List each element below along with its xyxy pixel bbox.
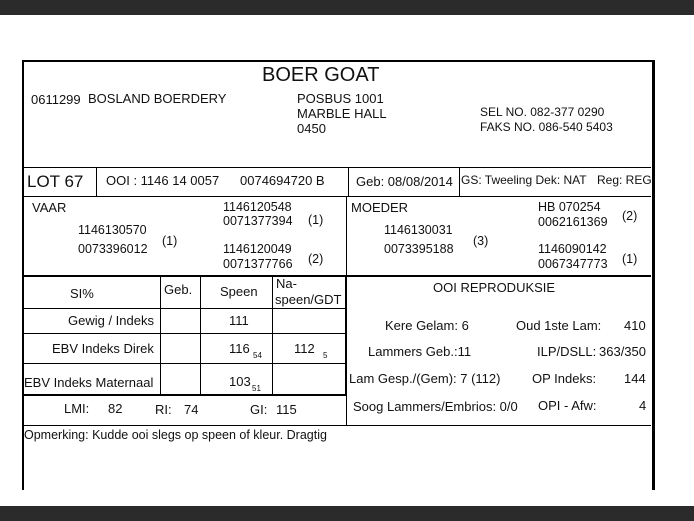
ri-label: RI:: [155, 402, 172, 417]
divider-header: [23, 167, 651, 168]
row-label: EBV Indeks Direk: [52, 341, 154, 356]
first-lamb-age-label: Oud 1ste Lam:: [516, 318, 602, 333]
sire-dam-id: 1146120049: [223, 242, 292, 256]
dam-dam-code: 0067347773: [538, 257, 608, 271]
cell-value: 112: [294, 341, 315, 356]
table-line: [345, 276, 347, 394]
ewe-code: 0074694720 B: [240, 173, 325, 188]
suckled-lambs: Soog Lammers/Embrios: 0/0: [353, 399, 518, 414]
dam-label: MOEDER: [351, 200, 409, 215]
reproduction-title: OOI REPRODUKSIE: [433, 280, 556, 295]
cell-subvalue: 54: [253, 351, 262, 360]
divider-v: [348, 167, 349, 196]
dam-sire-id: HB 070254: [538, 200, 601, 214]
table-line: [23, 308, 346, 309]
cell-value: 103: [229, 374, 251, 389]
first-lamb-age-value: 410: [624, 318, 646, 333]
op-index-label: OP Indeks:: [532, 371, 597, 386]
address-line: MARBLE HALL: [297, 106, 387, 121]
table-line: [23, 425, 651, 426]
top-bar: [0, 0, 694, 15]
address-line: 0450: [297, 121, 326, 136]
cell-value: 116: [229, 341, 250, 356]
sire-sire-code: 0071377394: [223, 214, 293, 228]
phone-number: SEL NO. 082-377 0290: [480, 105, 605, 119]
table-line: [272, 276, 273, 394]
sire-sire-score: (1): [308, 213, 324, 227]
dam-score: (3): [473, 234, 489, 248]
ilp-value: 363/350: [599, 344, 646, 359]
owner-name: BOSLAND BOERDERY: [88, 91, 227, 106]
lot-number: LOT 67: [27, 172, 84, 191]
sire-dam-score: (2): [308, 252, 324, 266]
dam-sire-code: 0062161369: [538, 215, 608, 229]
registration: Reg: REG: [597, 173, 652, 187]
sire-dam-code: 0071377766: [223, 257, 293, 271]
dam-sire-score: (2): [622, 209, 638, 223]
sire-label: VAAR: [32, 200, 67, 215]
lmi-value: 82: [108, 401, 123, 416]
fax-number: FAKS NO. 086-540 5403: [480, 120, 613, 134]
cell-subvalue: 5: [323, 351, 328, 360]
table-line: [200, 276, 201, 394]
cell-subvalue: 51: [252, 384, 261, 393]
table-line: [160, 276, 161, 394]
remark: Opmerking: Kudde ooi slegs op speen of kleur. Dragtig: [24, 428, 327, 442]
column-header-si: SI%: [70, 286, 94, 301]
row-label: Gewig / Indeks: [68, 313, 154, 328]
sire-score: (1): [162, 234, 178, 248]
op-index-value: 144: [624, 371, 646, 386]
divider-v: [459, 167, 460, 196]
birth-date: Geb: 08/08/2014: [356, 174, 453, 189]
sire-id: 1146130570: [78, 223, 147, 237]
opi-value: 4: [639, 398, 647, 413]
column-header-speen: Speen: [220, 284, 258, 299]
times-lambed: Kere Gelam: 6: [385, 318, 469, 333]
ilp-label: ILP/DSLL:: [537, 344, 597, 359]
column-header-naspeen-2: speen/GDT: [275, 292, 342, 307]
divider-pedigree: [23, 275, 651, 277]
birth-status: GS: Tweeling Dek: NAT: [461, 173, 587, 187]
divider-v: [96, 167, 97, 196]
sire-code: 0073396012: [78, 242, 148, 256]
gi-label: GI:: [250, 402, 268, 417]
row-label: EBV Indeks Maternaal: [24, 375, 154, 390]
column-header-naspeen: Na-: [276, 276, 297, 291]
column-header-geb: Geb.: [164, 282, 193, 297]
table-line: [23, 363, 346, 364]
sire-sire-id: 1146120548: [223, 200, 292, 214]
ri-value: 74: [184, 402, 199, 417]
bottom-bar: [0, 506, 694, 521]
page-title: BOER GOAT: [262, 64, 380, 86]
dam-dam-score: (1): [622, 252, 638, 266]
dam-id: 1146130031: [384, 223, 453, 237]
dam-dam-id: 1146090142: [538, 242, 607, 256]
table-line: [23, 394, 346, 396]
lmi-label: LMI:: [64, 401, 90, 416]
lambs-born: Lammers Geb.:11: [368, 344, 472, 359]
divider-info: [23, 196, 651, 197]
address-line: POSBUS 1001: [297, 91, 384, 106]
opi-label: OPI - Afw:: [538, 398, 597, 413]
owner-id: 0611299: [31, 92, 81, 107]
lambs-weaned: Lam Gesp./(Gem): 7 (112): [349, 371, 501, 386]
dam-code: 0073395188: [384, 242, 454, 256]
table-line: [23, 333, 346, 334]
gi-value: 115: [276, 402, 297, 417]
cell-value: 111: [229, 313, 249, 328]
ewe-id: OOI : 1146 14 0057: [106, 173, 220, 188]
